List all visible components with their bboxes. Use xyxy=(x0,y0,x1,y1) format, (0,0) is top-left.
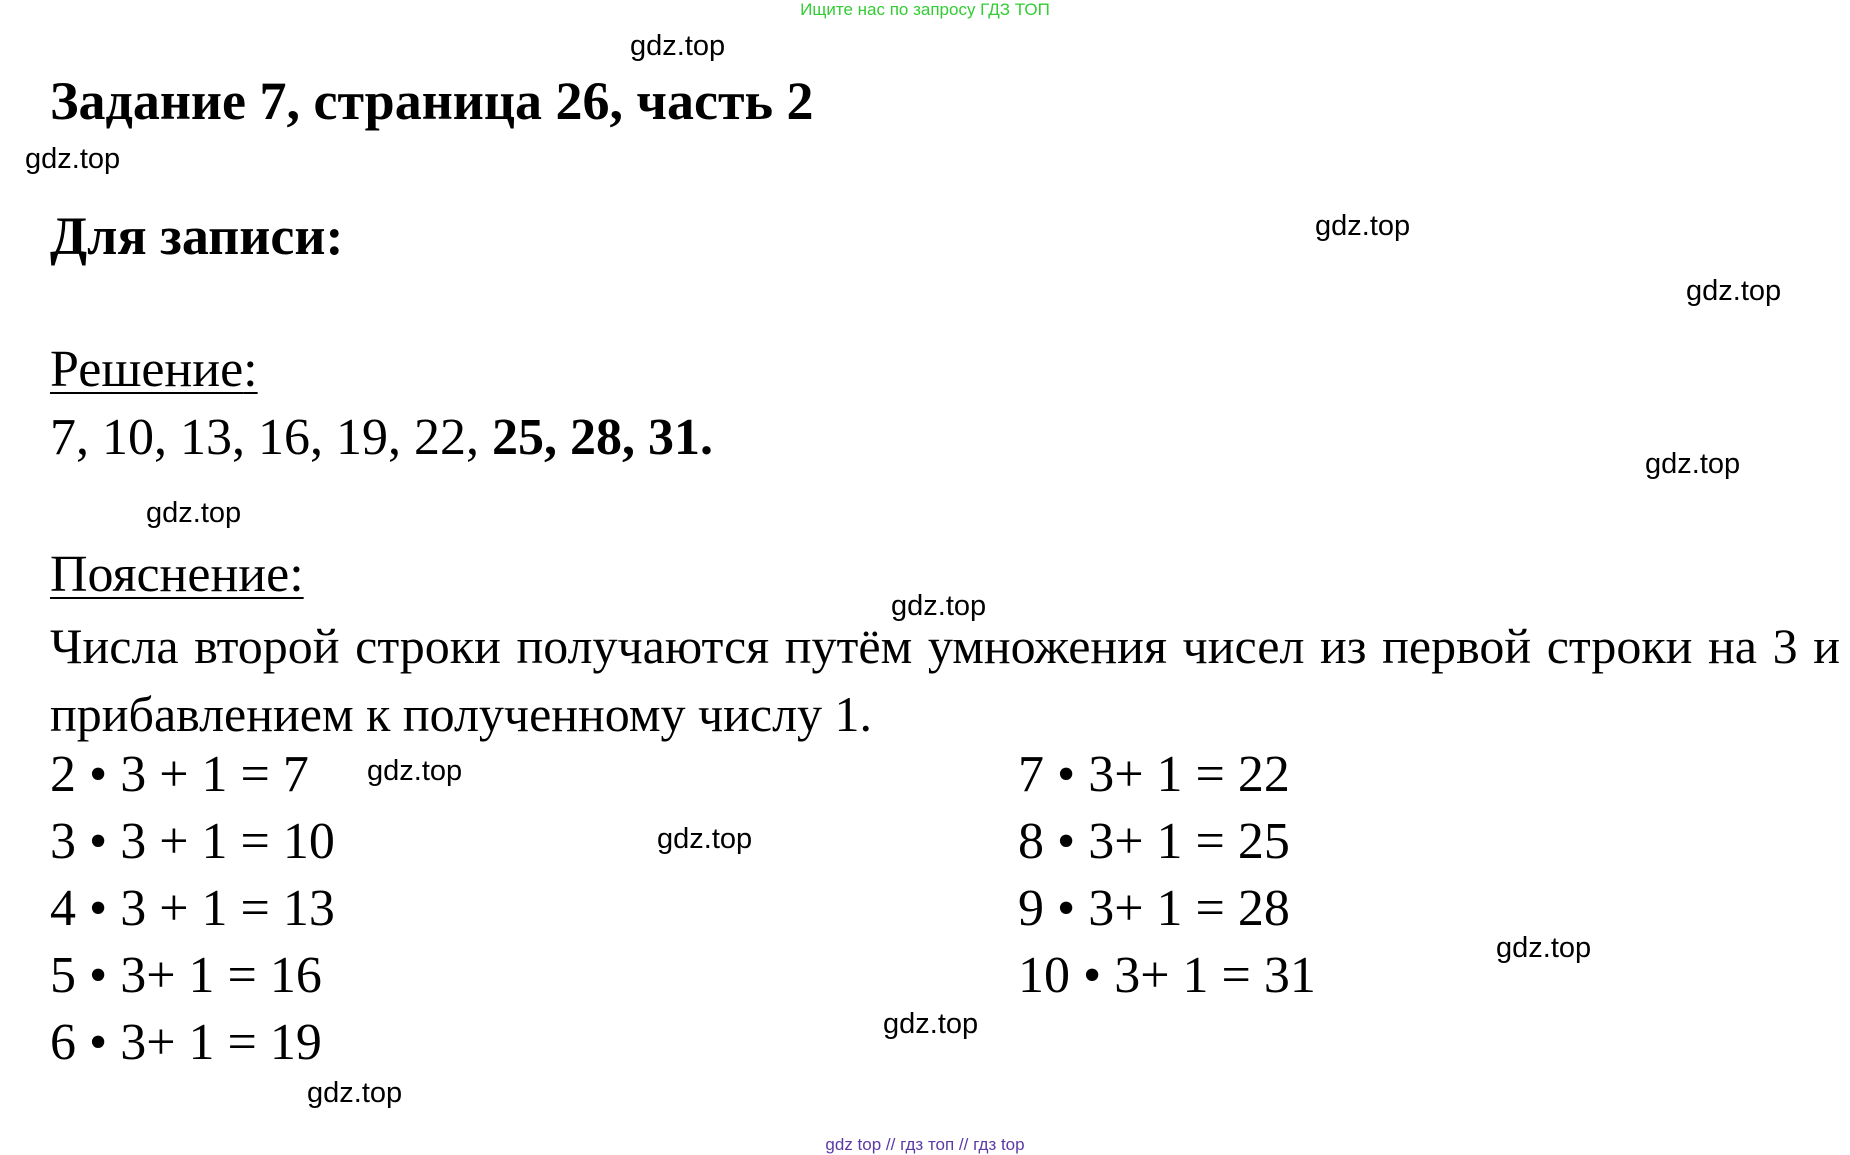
explanation-heading: Пояснение: xyxy=(50,546,304,603)
equation-left-4: 5 • 3+ 1 = 16 xyxy=(50,947,322,1004)
watermark: gdz.top xyxy=(891,590,987,622)
sequence-continued: 25, 28, 31. xyxy=(492,409,713,466)
equation-left-1: 2 • 3 + 1 = 7 xyxy=(50,746,309,803)
solution-answer xyxy=(50,408,713,467)
equation-right-4: 10 • 3+ 1 = 31 xyxy=(1018,947,1316,1004)
equation-right-3: 9 • 3+ 1 = 28 xyxy=(1018,880,1290,937)
equation-left-3: 4 • 3 + 1 = 13 xyxy=(50,880,335,937)
watermark: gdz.top xyxy=(1496,932,1592,964)
equation-left-5: 6 • 3+ 1 = 19 xyxy=(50,1014,322,1071)
footer-links: gdz top // гдз топ // гдз top xyxy=(825,1135,1025,1154)
equation-right-1: 7 • 3+ 1 = 22 xyxy=(1018,746,1290,803)
solution-heading xyxy=(50,340,258,399)
watermark: gdz.top xyxy=(307,1077,403,1109)
solution-colon: : xyxy=(243,341,258,398)
watermark: gdz.top xyxy=(1645,448,1741,480)
watermark: gdz.top xyxy=(146,497,242,529)
page-title: Задание 7, страница 26, часть 2 xyxy=(50,71,814,131)
explanation-text: Числа второй строки получаются путём умножения чисел из первой строки на 3 и прибавлением к полученному числу 1. xyxy=(50,618,1840,742)
watermark: gdz.top xyxy=(883,1008,979,1040)
watermark: gdz.top xyxy=(657,823,753,855)
watermark: gdz.top xyxy=(1686,275,1782,307)
watermark: gdz.top xyxy=(1315,210,1411,242)
watermark: gdz.top xyxy=(367,755,463,787)
equation-right-2: 8 • 3+ 1 = 25 xyxy=(1018,813,1290,870)
sequence-given: 7, 10, 13, 16, 19, 22, xyxy=(50,409,492,466)
record-heading: Для записи: xyxy=(50,206,344,266)
top-banner: Ищите нас по запросу ГДЗ ТОП xyxy=(800,0,1050,19)
watermark: gdz.top xyxy=(630,30,726,62)
watermark: gdz.top xyxy=(25,143,121,175)
equation-left-2: 3 • 3 + 1 = 10 xyxy=(50,813,335,870)
solution-label: Решение xyxy=(50,341,244,398)
